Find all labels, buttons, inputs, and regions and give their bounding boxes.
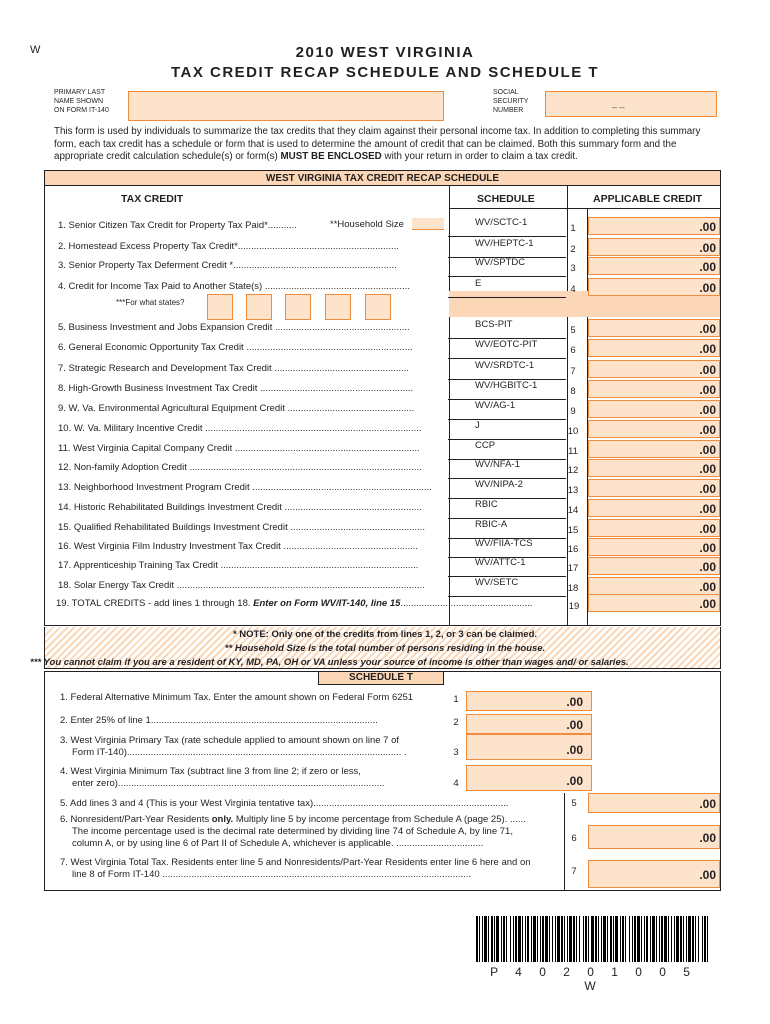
ssn-label: SOCIAL SECURITY NUMBER (493, 89, 529, 114)
recap-line-15-label: 15. Qualified Rehabilitated Buildings Investment Credit ................................................... (58, 522, 425, 533)
recap-line-3-amount: .00 (699, 260, 716, 274)
recap-line-12-field[interactable] (588, 459, 720, 477)
barcode-bar (674, 916, 675, 962)
barcode-bar (661, 916, 663, 962)
barcode-bar (491, 916, 493, 962)
barcode-bar (692, 916, 694, 962)
recap-line-9-amount: .00 (699, 403, 716, 417)
schedule-t-line2-number: 2 (453, 717, 459, 728)
recap-line-3-schedule: WV/SPTDC (475, 257, 526, 268)
schedule-t-line6-label: 6. Nonresident/Part-Year Residents only. Multiply line 5 by income percentage from Schedule A (page 25). ...... The income percentage used is the decimal rate determined by dividing line 74 of Schedule A, by line 71, column A, or by using line 6 of Part II of Schedule A, whichever is applicable. ................................. (60, 814, 526, 849)
barcode-bar (537, 916, 538, 962)
schedule-t-line6-amount: .00 (699, 831, 716, 845)
barcode-bar (641, 916, 642, 962)
recap-line-1-label: 1. Senior Citizen Tax Credit for Property Tax Paid*........... (58, 220, 297, 231)
barcode-bar (479, 916, 480, 962)
schedule-t-line3-field[interactable] (466, 734, 592, 760)
recap-line-14-amount: .00 (699, 502, 716, 516)
recap-line-2-number: 2 (570, 244, 576, 255)
barcode-bar (527, 916, 529, 962)
recap-line-1-number: 1 (570, 223, 576, 234)
barcode-bar (664, 916, 667, 962)
barcode-bar (637, 916, 640, 962)
schedule-t-line4-amount: .00 (566, 774, 583, 788)
recap-line-8-field[interactable] (588, 380, 720, 398)
barcode-bar (646, 916, 648, 962)
barcode-bar (668, 916, 669, 962)
total-credits-label: 19. TOTAL CREDITS - add lines 1 through 18. Enter on Form WV/IT-140, line 15.................................................. (56, 598, 533, 609)
schedule-t-title-bar: SCHEDULE T (318, 671, 444, 685)
recap-line-16-schedule: WV/FIIA-TCS (475, 538, 533, 549)
recap-line-17-label: 17. Apprenticeship Training Tax Credit ........................................................................... (58, 560, 419, 571)
state-box-1[interactable] (207, 294, 233, 320)
barcode-bar (652, 916, 655, 962)
schedule-t-line2-amount: .00 (566, 718, 583, 732)
ssn-field[interactable] (545, 91, 717, 117)
recap-line-15-schedule: RBIC-A (475, 519, 508, 530)
schedule-t-line1-number: 1 (453, 694, 459, 705)
barcode-bar (676, 916, 679, 962)
recap-line-13-number: 13 (567, 485, 579, 496)
ssn-dashes: _ _ (612, 98, 625, 108)
recap-line-4-number: 4 (570, 284, 576, 295)
recap-line-7-schedule: WV/SRDTC-1 (475, 360, 535, 371)
recap-line-13-label: 13. Neighborhood Investment Program Credit .................................................................... (58, 482, 432, 493)
primary-last-name-field[interactable] (128, 91, 444, 121)
barcode-bar (625, 916, 626, 962)
recap-line-5-amount: .00 (699, 322, 716, 336)
recap-line-9-schedule: WV/AG-1 (475, 400, 516, 411)
barcode-bar (622, 916, 624, 962)
recap-title-bar (45, 171, 720, 186)
state-box-3[interactable] (285, 294, 311, 320)
barcode-bar (659, 916, 660, 962)
recap-line-2-label: 2. Homestead Excess Property Tax Credit*............................................................. (58, 241, 399, 252)
barcode-bar (573, 916, 575, 962)
barcode-bar (695, 916, 696, 962)
barcode-bar (686, 916, 687, 962)
recap-line-10-amount: .00 (699, 423, 716, 437)
recap-line-18-schedule: WV/SETC (475, 577, 519, 588)
barcode-bar (656, 916, 657, 962)
barcode-bar (613, 916, 614, 962)
schedule-t-line6-number: 6 (571, 833, 577, 844)
barcode-bar (522, 916, 523, 962)
barcode-bar (542, 916, 544, 962)
barcode-bar (629, 916, 630, 962)
recap-line-15-field[interactable] (588, 519, 720, 537)
recap-line-4-amount: .00 (699, 281, 716, 295)
note-1: * NOTE: Only one of the credits from lines 1, 2, or 3 can be claimed. (232, 629, 538, 640)
barcode-bar (707, 916, 708, 962)
barcode-bar (496, 916, 499, 962)
barcode-bar (557, 916, 560, 962)
note-3: *** You cannot claim if you are a resident of KY, MD, PA, OH or VA unless your source of income is other than wages and/ or salaries. (30, 657, 629, 668)
household-size-label: **Household Size (330, 219, 404, 230)
recap-line-10-schedule: J (475, 420, 480, 431)
recap-line-10-label: 10. W. Va. Military Incentive Credit .................................................................................. (58, 423, 422, 434)
barcode-bar (688, 916, 691, 962)
barcode-bar (513, 916, 514, 962)
barcode-bar (506, 916, 507, 962)
recap-line-14-number: 14 (567, 505, 579, 516)
barcode-bar (476, 916, 478, 962)
recap-line-14-schedule: RBIC (475, 499, 498, 510)
barcode-bar (540, 916, 541, 962)
barcode-bar (650, 916, 651, 962)
recap-line-3-label: 3. Senior Property Tax Deferment Credit *.............................................................. (58, 260, 397, 271)
recap-line-11-label: 11. West Virginia Capital Company Credit ...................................................................... (58, 443, 420, 454)
schedule-t-line4-field[interactable] (466, 765, 592, 791)
schedule-t-line3-amount: .00 (566, 743, 583, 757)
recap-line-4-field[interactable] (588, 278, 720, 296)
barcode-bar (632, 916, 633, 962)
barcode-bar (555, 916, 556, 962)
barcode-bar (503, 916, 505, 962)
schedule-t-line2-field[interactable] (466, 714, 592, 734)
recap-line-8-amount: .00 (699, 383, 716, 397)
barcode-bar (610, 916, 612, 962)
recap-line-15-number: 15 (567, 525, 579, 536)
recap-line-1-field[interactable] (588, 217, 720, 235)
barcode-bar (598, 916, 599, 962)
form-title-line1: 2010 WEST VIRGINIA (295, 44, 475, 61)
barcode-bar (561, 916, 563, 962)
barcode-bar (702, 916, 703, 962)
schedule-t-line3-number: 3 (453, 747, 459, 758)
recap-title: WEST VIRGINIA TAX CREDIT RECAP SCHEDULE (265, 173, 500, 184)
col-tax-credit: TAX CREDIT (121, 193, 184, 205)
recap-line-7-amount: .00 (699, 363, 716, 377)
recap-line-3-field[interactable] (588, 257, 720, 275)
barcode-bar (482, 916, 483, 962)
barcode-bar (533, 916, 536, 962)
barcode-bar (704, 916, 706, 962)
recap-line-8-schedule: WV/HGBITC-1 (475, 380, 538, 391)
total-line-number: 19 (568, 601, 580, 612)
recap-line-16-amount: .00 (699, 541, 716, 555)
recap-line-5-label: 5. Business Investment and Jobs Expansion Credit ................................................... (58, 322, 410, 333)
barcode-bar (615, 916, 618, 962)
recap-line-13-amount: .00 (699, 482, 716, 496)
recap-line-18-label: 18. Solar Energy Tax Credit .............................................................................................. (58, 580, 425, 591)
barcode-bar (595, 916, 597, 962)
recap-line-1-schedule: WV/SCTC-1 (475, 217, 528, 228)
schedule-t-line1-label: 1. Federal Alternative Minimum Tax. Enter the amount shown on Federal Form 6251 (60, 692, 414, 703)
barcode-bar (583, 916, 584, 962)
recap-line-6-label: 6. General Economic Opportunity Tax Credit ............................................................... (58, 342, 413, 353)
recap-line-2-schedule: WV/HEPTC-1 (475, 238, 534, 249)
recap-line-14-label: 14. Historic Rehabilitated Buildings Investment Credit .................................................... (58, 502, 422, 513)
barcode-bar (515, 916, 517, 962)
barcode-bar (671, 916, 672, 962)
barcode-bar (680, 916, 682, 962)
schedule-t-line5-number: 5 (571, 798, 577, 809)
schedule-t-line5-field[interactable] (588, 793, 720, 813)
recap-line-2-amount: .00 (699, 241, 716, 255)
recap-line-16-number: 16 (567, 544, 579, 555)
recap-line-12-label: 12. Non-family Adoption Credit ........................................................................................ (58, 462, 422, 473)
recap-line-7-number: 7 (570, 366, 576, 377)
barcode-bar (484, 916, 487, 962)
schedule-t-line5-label: 5. Add lines 3 and 4 (This is your West Virginia tentative tax).......................................................................... (60, 798, 509, 809)
recap-line-8-number: 8 (570, 386, 576, 397)
recap-line-11-schedule: CCP (475, 440, 496, 451)
schedule-t-line1-field[interactable] (466, 691, 592, 711)
schedule-t-line7-amount: .00 (699, 868, 716, 882)
recap-line-6-number: 6 (570, 345, 576, 356)
recap-line-11-amount: .00 (699, 443, 716, 457)
recap-line-17-schedule: WV/ATTC-1 (475, 557, 526, 568)
recap-line-2-field[interactable] (588, 238, 720, 256)
schedule-t-line1-amount: .00 (566, 695, 583, 709)
name-label: PRIMARY LAST NAME SHOWN ON FORM IT-140 (54, 89, 109, 114)
barcode-bar (525, 916, 526, 962)
barcode-bar (634, 916, 636, 962)
recap-line-8-label: 8. High-Growth Business Investment Tax Credit .......................................................... (58, 383, 414, 394)
barcode-bar (601, 916, 602, 962)
recap-line-18-amount: .00 (699, 580, 716, 594)
barcode-bar (576, 916, 577, 962)
barcode-bar (545, 916, 548, 962)
schedule-t-line4-label: 4. West Virginia Minimum Tax (subtract line 3 from line 2; if zero or less, enter zero)..................................................................................................... (60, 766, 385, 789)
barcode-bar (549, 916, 550, 962)
barcode-bar (531, 916, 532, 962)
recap-line-5-schedule: BCS-PIT (475, 319, 513, 330)
recap-line-16-field[interactable] (588, 538, 720, 556)
recap-line-17-field[interactable] (588, 557, 720, 575)
recap-line-10-number: 10 (567, 426, 579, 437)
state-box-4[interactable] (325, 294, 351, 320)
recap-line-15-amount: .00 (699, 522, 716, 536)
schedule-t-line7-label: 7. West Virginia Total Tax. Residents enter line 5 and Nonresidents/Part-Year Residents enter line 6 here and on line 8 of Form IT-140 ..................................................................................................................... (60, 857, 531, 880)
note-2: ** Household Size is the total number of persons residing in the house. (224, 643, 546, 654)
recap-line-9-field[interactable] (588, 400, 720, 418)
recap-line-16-label: 16. West Virginia Film Industry Investment Tax Credit ................................................... (58, 541, 419, 552)
barcode-bar (564, 916, 565, 962)
barcode-bar (588, 916, 589, 962)
schedule-t-line7-field[interactable] (588, 860, 720, 888)
barcode-bar (552, 916, 553, 962)
schedule-t-line6-field[interactable] (588, 825, 720, 849)
barcode-bar (698, 916, 699, 962)
barcode-bar (591, 916, 594, 962)
recap-line-13-schedule: WV/NIPA-2 (475, 479, 523, 490)
recap-line-6-schedule: WV/EOTC-PIT (475, 339, 538, 350)
barcode-bar (607, 916, 608, 962)
state-box-5[interactable] (365, 294, 391, 320)
schedule-t-line2-label: 2. Enter 25% of line 1...................................................................................... (60, 715, 378, 726)
recap-line-12-amount: .00 (699, 462, 716, 476)
recap-line-12-schedule: WV/NFA-1 (475, 459, 520, 470)
recap-line-3-number: 3 (570, 263, 576, 274)
barcode (476, 916, 712, 966)
intro-text: This form is used by individuals to summarize the tax credits that they claim against their personal income tax. In addition to completing this summary form, each tax credit has a schedule or form that is used to determine the amount of credit that can be claimed. Both this summary form and the appropriate credit calculation schedule(s) or form(s) MUST BE ENCLOSED with your return in order to claim a tax credit. (54, 126, 701, 162)
barcode-bar (569, 916, 572, 962)
recap-line-4-label: 4. Credit for Income Tax Paid to Another State(s) ....................................................... (58, 281, 410, 292)
states-label: ***For what states? (116, 298, 185, 307)
schedule-t-line7-number: 7 (571, 866, 577, 877)
barcode-bar (603, 916, 606, 962)
state-box-2[interactable] (246, 294, 272, 320)
recap-line-10-field[interactable] (588, 420, 720, 438)
form-id-corner: W (30, 44, 41, 56)
barcode-bar (567, 916, 568, 962)
barcode-bar (644, 916, 645, 962)
recap-line-17-number: 17 (567, 563, 579, 574)
recap-line-18-field[interactable] (588, 577, 720, 595)
schedule-t-line4-number: 4 (453, 778, 459, 789)
recap-line-13-field[interactable] (588, 479, 720, 497)
col-applicable-credit: APPLICABLE CREDIT (593, 193, 703, 205)
recap-line-14-field[interactable] (588, 499, 720, 517)
form-title-line2: TAX CREDIT RECAP SCHEDULE AND SCHEDULE T (170, 64, 600, 81)
schedule-t-line5-amount: .00 (699, 797, 716, 811)
recap-line-17-amount: .00 (699, 560, 716, 574)
barcode-bar (494, 916, 495, 962)
household-size-field[interactable] (412, 218, 444, 230)
recap-line-6-amount: .00 (699, 342, 716, 356)
total-credits-field[interactable] (588, 594, 720, 612)
barcode-bar (488, 916, 489, 962)
recap-line-7-field[interactable] (588, 360, 720, 378)
recap-line-7-label: 7. Strategic Research and Development Tax Credit ................................................... (58, 363, 409, 374)
barcode-bar (579, 916, 580, 962)
recap-line-18-number: 18 (567, 583, 579, 594)
barcode-text: P 4 0 2 0 1 0 0 5 W (490, 965, 698, 993)
barcode-bar (501, 916, 502, 962)
recap-line-11-field[interactable] (588, 440, 720, 458)
recap-line-5-field[interactable] (588, 319, 720, 337)
barcode-bar (518, 916, 521, 962)
recap-line-11-number: 11 (568, 446, 578, 457)
recap-line-9-number: 9 (570, 406, 576, 417)
barcode-bar (585, 916, 587, 962)
recap-line-1-amount: .00 (699, 220, 716, 234)
barcode-bar (683, 916, 684, 962)
col-schedule: SCHEDULE (477, 193, 535, 205)
recap-line-6-field[interactable] (588, 339, 720, 357)
schedule-t-line3-label: 3. West Virginia Primary Tax (rate schedule applied to amount shown on line 7 of Form IT-140)........................................................................................................ . (60, 735, 407, 758)
recap-line-12-number: 12 (567, 465, 579, 476)
barcode-bar (620, 916, 621, 962)
recap-line-9-label: 9. W. Va. Environmental Agricultural Equipment Credit ................................................ (58, 403, 415, 414)
recap-line-5-number: 5 (570, 325, 576, 336)
recap-line-4-schedule: E (475, 278, 482, 289)
barcode-bar (510, 916, 511, 962)
total-credits-amount: .00 (699, 597, 716, 611)
